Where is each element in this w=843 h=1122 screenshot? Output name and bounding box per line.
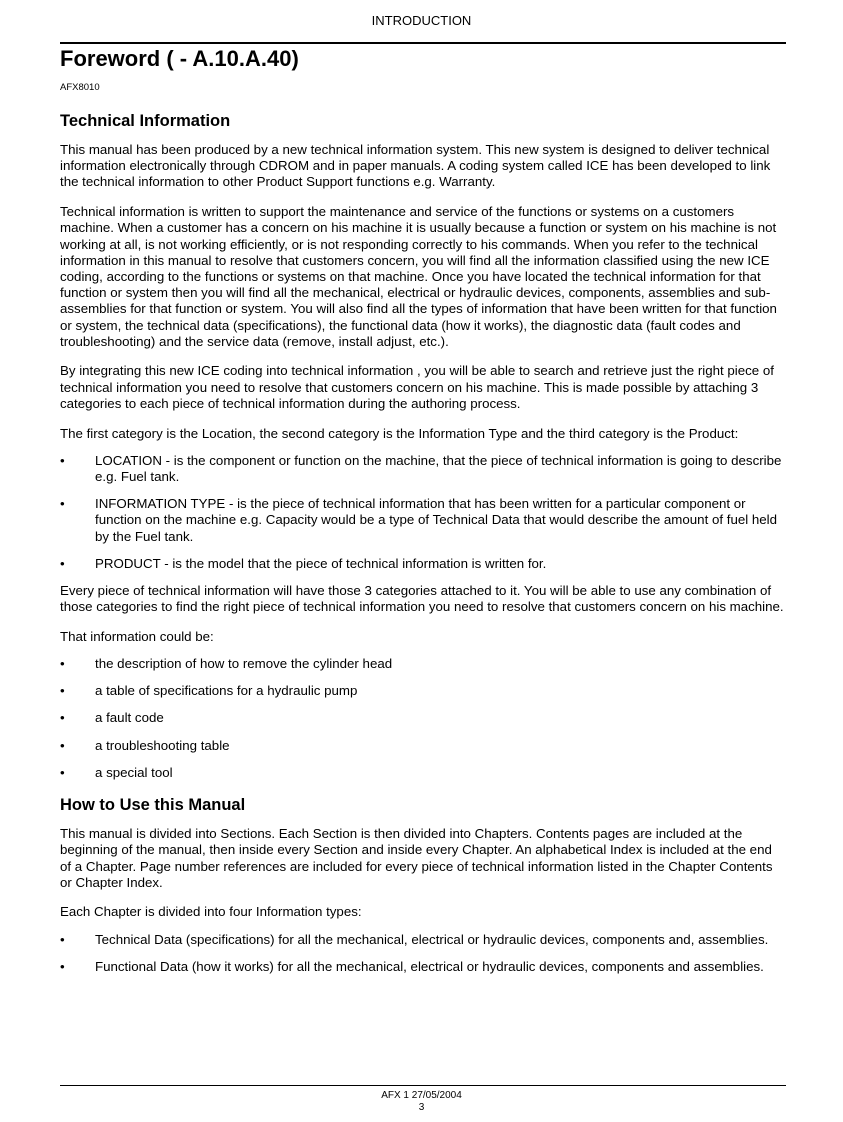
example-list xyxy=(60,656,786,781)
bullet-icon: • xyxy=(60,555,65,571)
list-item-text: a troubleshooting table xyxy=(95,737,230,753)
page-title: Foreword ( - A.10.A.40) xyxy=(60,46,299,71)
page-number: 3 xyxy=(418,1102,425,1113)
footer-rule xyxy=(60,1085,786,1086)
bullet-icon: • xyxy=(60,496,65,512)
list-item-text: Functional Data (how it works) for all the mechanical, electrical or hydraulic devices, components and assemblies. xyxy=(95,958,764,974)
section-heading-technical-information: Technical Information xyxy=(60,112,231,130)
document-code: AFX8010 xyxy=(60,82,100,93)
bullet-icon: • xyxy=(60,683,65,699)
bullet-icon: • xyxy=(60,737,65,753)
category-list xyxy=(60,453,786,572)
list-item-text: a fault code xyxy=(95,710,164,726)
paragraph: This manual is divided into Sections. Each Section is then divided into Chapters. Contents pages are included at the beginning of the manual, then inside every Section and inside every Chapter. An alphabetical Index is included at the end of a Chapter. Page number references are included for every piece of technical information listed in the Chapter Contents or Chapter Index. xyxy=(60,826,773,890)
list-item-text: LOCATION - is the component or function on the machine, that the piece of technical information is going to describe e.g. Fuel tank. xyxy=(95,452,782,484)
list-item-text: a table of specifications for a hydraulic pump xyxy=(95,683,358,699)
info-type-list xyxy=(60,932,786,975)
bullet-icon: • xyxy=(60,452,65,468)
list-item-text: INFORMATION TYPE - is the piece of technical information that has been written for a particular component or function on the machine e.g. Capacity would be a type of Technical Data that would describe the amount of fuel held by the Fuel tank. xyxy=(95,496,778,544)
list-item xyxy=(60,556,786,572)
paragraph: Each Chapter is divided into four Information types: xyxy=(60,904,362,920)
paragraph: This manual has been produced by a new technical information system. This new system is designed to deliver technical information electronically through CDROM and in paper manuals. A coding system called ICE has been developed to link the technical information to other Product Support functions e.g. Warranty. xyxy=(60,142,771,190)
list-item xyxy=(60,656,786,672)
page-content xyxy=(60,44,786,986)
paragraph: Technical information is written to support the maintenance and service of the functions or systems on a customers machine. When a customer has a concern on his machine it is usually because a function or system on his machine is not working at all, is not working efficiently, or is not responding correctly to his commands. When you refer to the technical information in this manual to resolve that customers concern, you will find all the information classified using the new ICE coding, according to the functions or systems on that machine. Once you have located the technical information for that function or system then you will find all the mechanical, electrical or hydraulic devices, components, assemblies and sub-assemblies for that function or system. You will also find all the types of information that have been written for that function or system, the technical data (specifications), the functional data (how it works), the diagnostic data (fault codes and troubleshooting) and the service data (remove, install adjust, etc.). xyxy=(60,204,777,349)
bullet-icon: • xyxy=(60,656,65,672)
list-item-text: a special tool xyxy=(95,764,173,780)
list-item-text: the description of how to remove the cylinder head xyxy=(95,656,393,672)
running-header: INTRODUCTION xyxy=(371,13,472,28)
bullet-icon: • xyxy=(60,710,65,726)
footer-code: AFX 1 27/05/2004 xyxy=(381,1090,462,1101)
list-item xyxy=(60,710,786,726)
list-item xyxy=(60,959,786,975)
list-item xyxy=(60,683,786,699)
list-item xyxy=(60,932,786,948)
list-item xyxy=(60,765,786,781)
list-item xyxy=(60,738,786,754)
list-item-text: Technical Data (specifications) for all the mechanical, electrical or hydraulic devices, components and, assemblies. xyxy=(95,931,769,947)
paragraph: By integrating this new ICE coding into technical information , you will be able to search and retrieve just the right piece of technical information you need to resolve that customers concern on his machine. This is made possible by attaching 3 categories to each piece of technical information during the authoring process. xyxy=(60,363,774,411)
list-item-text: PRODUCT - is the model that the piece of technical information is written for. xyxy=(95,555,547,571)
bullet-icon: • xyxy=(60,931,65,947)
paragraph: Every piece of technical information will have those 3 categories attached to it. You will be able to use any combination of those categories to find the right piece of technical information you need to resolve that customers concern on his machine. xyxy=(60,582,784,615)
paragraph: The first category is the Location, the second category is the Information Type and the third category is the Product: xyxy=(60,425,739,441)
list-item xyxy=(60,496,786,545)
paragraph: That information could be: xyxy=(60,628,214,644)
list-item xyxy=(60,453,786,485)
bullet-icon: • xyxy=(60,958,65,974)
section-heading-how-to-use: How to Use this Manual xyxy=(60,796,246,815)
bullet-icon: • xyxy=(60,764,65,780)
